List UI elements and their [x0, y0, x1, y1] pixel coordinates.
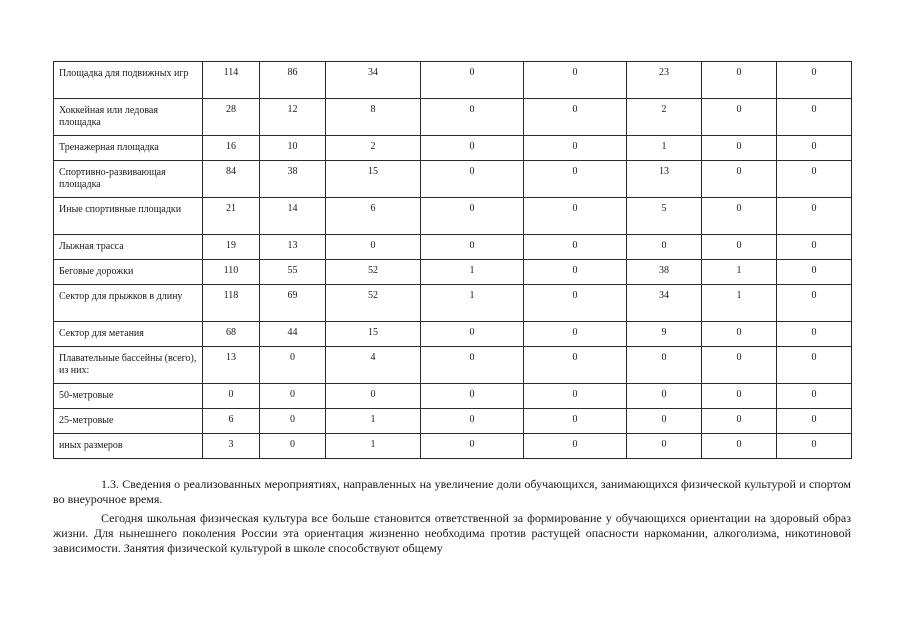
value-cell: 2	[627, 99, 702, 136]
value-cell: 1	[627, 136, 702, 161]
value-cell: 34	[326, 62, 421, 99]
value-cell: 0	[702, 434, 777, 459]
table-row	[54, 322, 852, 347]
value-cell: 0	[421, 99, 524, 136]
facility-name-cell: Спортивно-развивающая площадка	[54, 161, 203, 198]
value-cell: 69	[260, 285, 326, 322]
value-cell: 28	[203, 99, 260, 136]
table-row	[54, 260, 852, 285]
value-cell: 0	[421, 322, 524, 347]
table-row	[54, 99, 852, 136]
facility-name-cell: 50-метровые	[54, 384, 203, 409]
facility-name-cell: 25-метровые	[54, 409, 203, 434]
value-cell: 21	[203, 198, 260, 235]
facility-name-cell: Иные спортивные площадки	[54, 198, 203, 235]
value-cell: 15	[326, 161, 421, 198]
facility-name-cell: Сектор для прыжков в длину	[54, 285, 203, 322]
value-cell: 0	[524, 260, 627, 285]
value-cell: 0	[702, 347, 777, 384]
value-cell: 0	[524, 198, 627, 235]
value-cell: 0	[524, 136, 627, 161]
value-cell: 0	[777, 322, 852, 347]
value-cell: 1	[702, 260, 777, 285]
value-cell: 0	[702, 136, 777, 161]
table-row	[54, 62, 852, 99]
value-cell: 0	[524, 62, 627, 99]
value-cell: 0	[777, 161, 852, 198]
value-cell: 1	[702, 285, 777, 322]
table-row	[54, 161, 852, 198]
value-cell: 0	[702, 62, 777, 99]
value-cell: 0	[777, 384, 852, 409]
value-cell: 8	[326, 99, 421, 136]
value-cell: 0	[260, 347, 326, 384]
facility-name-cell: Сектор для метания	[54, 322, 203, 347]
value-cell: 84	[203, 161, 260, 198]
value-cell: 55	[260, 260, 326, 285]
value-cell: 0	[203, 384, 260, 409]
value-cell: 38	[627, 260, 702, 285]
facility-name-cell: Хоккейная или ледовая площадка	[54, 99, 203, 136]
value-cell: 13	[627, 161, 702, 198]
table-row	[54, 198, 852, 235]
sports-facilities-table	[53, 61, 852, 459]
value-cell: 0	[777, 99, 852, 136]
value-cell: 0	[524, 99, 627, 136]
value-cell: 34	[627, 285, 702, 322]
value-cell: 0	[702, 198, 777, 235]
value-cell: 19	[203, 235, 260, 260]
value-cell: 0	[326, 235, 421, 260]
value-cell: 0	[777, 235, 852, 260]
facility-name-cell: Тренажерная площадка	[54, 136, 203, 161]
value-cell: 5	[627, 198, 702, 235]
table-row	[54, 136, 852, 161]
value-cell: 0	[421, 434, 524, 459]
facility-name-cell: Беговые дорожки	[54, 260, 203, 285]
table-row	[54, 347, 852, 384]
value-cell: 52	[326, 260, 421, 285]
value-cell: 0	[524, 235, 627, 260]
table-row	[54, 409, 852, 434]
table-row	[54, 285, 852, 322]
value-cell: 118	[203, 285, 260, 322]
value-cell: 0	[702, 161, 777, 198]
value-cell: 0	[421, 62, 524, 99]
value-cell: 0	[260, 434, 326, 459]
value-cell: 0	[777, 347, 852, 384]
value-cell: 0	[524, 285, 627, 322]
value-cell: 0	[777, 62, 852, 99]
value-cell: 0	[260, 384, 326, 409]
value-cell: 0	[777, 409, 852, 434]
value-cell: 10	[260, 136, 326, 161]
value-cell: 4	[326, 347, 421, 384]
facility-name-cell: Плавательные бассейны (всего), из них:	[54, 347, 203, 384]
value-cell: 13	[260, 235, 326, 260]
value-cell: 0	[421, 136, 524, 161]
table-row	[54, 235, 852, 260]
value-cell: 0	[524, 161, 627, 198]
value-cell: 3	[203, 434, 260, 459]
value-cell: 0	[777, 136, 852, 161]
value-cell: 0	[777, 434, 852, 459]
body-paragraph: Сегодня школьная физическая культура все больше становится ответственной за формирование у обучающихся ориентации на здоровый образ жизни. Для нынешнего поколения России эта ориентация жизненно необходима против растущей опасности наркомании, алкоголизма, никотиновой зависимости. Занятия физической культурой в школе способствуют общему	[53, 511, 851, 555]
value-cell: 15	[326, 322, 421, 347]
facility-name-cell: Площадка для подвижных игр	[54, 62, 203, 99]
value-cell: 14	[260, 198, 326, 235]
value-cell: 44	[260, 322, 326, 347]
value-cell: 0	[702, 99, 777, 136]
value-cell: 0	[524, 322, 627, 347]
value-cell: 0	[421, 384, 524, 409]
table-row	[54, 434, 852, 459]
value-cell: 0	[326, 384, 421, 409]
value-cell: 52	[326, 285, 421, 322]
value-cell: 9	[627, 322, 702, 347]
value-cell: 0	[421, 198, 524, 235]
value-cell: 0	[777, 198, 852, 235]
value-cell: 86	[260, 62, 326, 99]
value-cell: 1	[326, 409, 421, 434]
value-cell: 0	[777, 285, 852, 322]
value-cell: 0	[627, 384, 702, 409]
value-cell: 1	[326, 434, 421, 459]
value-cell: 68	[203, 322, 260, 347]
value-cell: 6	[326, 198, 421, 235]
value-cell: 0	[421, 347, 524, 384]
value-cell: 0	[702, 409, 777, 434]
value-cell: 2	[326, 136, 421, 161]
value-cell: 0	[702, 384, 777, 409]
value-cell: 13	[203, 347, 260, 384]
table-row	[54, 384, 852, 409]
value-cell: 0	[524, 384, 627, 409]
facility-name-cell: Лыжная трасса	[54, 235, 203, 260]
value-cell: 0	[702, 235, 777, 260]
value-cell: 1	[421, 285, 524, 322]
value-cell: 0	[627, 409, 702, 434]
value-cell: 0	[421, 409, 524, 434]
value-cell: 110	[203, 260, 260, 285]
value-cell: 0	[524, 347, 627, 384]
value-cell: 0	[421, 235, 524, 260]
value-cell: 23	[627, 62, 702, 99]
value-cell: 0	[524, 409, 627, 434]
value-cell: 0	[524, 434, 627, 459]
value-cell: 0	[627, 434, 702, 459]
value-cell: 16	[203, 136, 260, 161]
section-heading-paragraph: 1.3. Сведения о реализованных мероприятиях, направленных на увеличение доли обучающихся, занимающихся физической культурой и спортом во внеурочное время.	[53, 477, 851, 506]
value-cell: 0	[627, 347, 702, 384]
value-cell: 0	[421, 161, 524, 198]
value-cell: 0	[627, 235, 702, 260]
value-cell: 6	[203, 409, 260, 434]
value-cell: 12	[260, 99, 326, 136]
value-cell: 38	[260, 161, 326, 198]
facility-name-cell: иных размеров	[54, 434, 203, 459]
value-cell: 1	[421, 260, 524, 285]
value-cell: 114	[203, 62, 260, 99]
value-cell: 0	[702, 322, 777, 347]
value-cell: 0	[777, 260, 852, 285]
value-cell: 0	[260, 409, 326, 434]
